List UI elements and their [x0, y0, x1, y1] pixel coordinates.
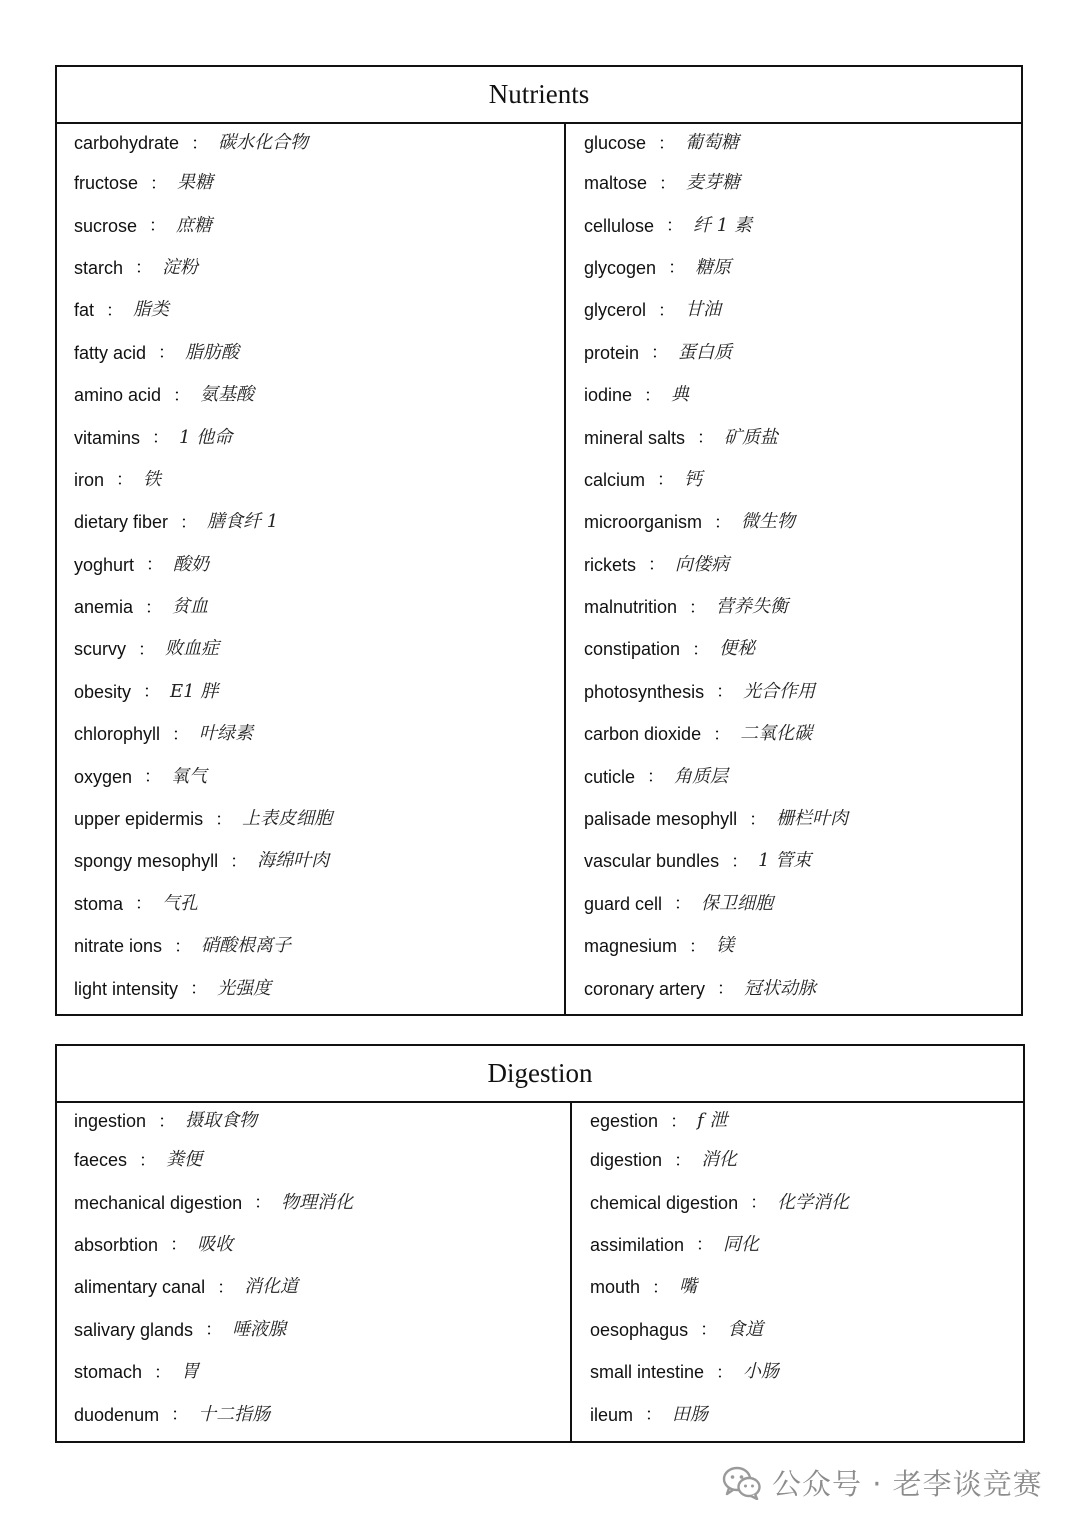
vocab-entry — [74, 1393, 570, 1435]
watermark — [722, 1462, 1043, 1503]
vocab-separator: ： — [152, 428, 170, 448]
vocab-translation: 麦芽糖 — [686, 172, 741, 194]
vocab-separator: ： — [190, 979, 208, 999]
vocab-term: fatty acid — [74, 342, 147, 363]
vocab-term: duodenum — [74, 1404, 160, 1425]
vocab-entry — [584, 713, 1021, 755]
vocab-separator: ： — [254, 1193, 272, 1213]
vocab-entry — [590, 1103, 1023, 1139]
vocab-separator: ： — [749, 809, 767, 829]
watermark-text: 公众号 · 老李谈竞赛 — [772, 1467, 1043, 1501]
vocab-entry — [74, 501, 564, 543]
vocab-term: ileum — [590, 1404, 634, 1425]
vocab-separator: ： — [135, 258, 153, 278]
vocab-entry — [590, 1309, 1023, 1351]
vocab-translation: 粪便 — [166, 1149, 203, 1171]
vocab-term: iodine — [584, 385, 633, 406]
vocab-translation: 同化 — [723, 1233, 760, 1255]
vocab-separator: ： — [750, 1193, 768, 1213]
vocab-separator: ： — [714, 512, 732, 532]
vocab-separator: ： — [731, 851, 749, 871]
vocab-translation: 铁 — [143, 468, 162, 490]
vocab-separator: ： — [652, 1277, 670, 1297]
vocab-translation: E1 胖 — [170, 680, 219, 702]
vocab-entry — [74, 1103, 570, 1139]
vocab-translation: 物理消化 — [281, 1191, 354, 1213]
vocab-translation: 矿质盐 — [724, 426, 779, 448]
digestion-table — [55, 1044, 1025, 1443]
vocab-entry — [74, 124, 564, 162]
vocab-translation: 蛋白质 — [678, 341, 733, 363]
vocab-term: vitamins — [74, 427, 141, 448]
vocab-separator: ： — [674, 894, 692, 914]
vocab-term: upper epidermis — [74, 809, 204, 830]
vocab-entry — [74, 1224, 570, 1266]
vocab-separator: ： — [670, 1111, 688, 1131]
vocab-term: absorbtion — [74, 1234, 159, 1255]
vocab-translation: 冠状动脉 — [744, 977, 817, 999]
vocab-translation: 硝酸根离子 — [201, 935, 292, 957]
vocab-term: microorganism — [584, 512, 703, 533]
vocab-translation: 消化道 — [244, 1276, 299, 1298]
vocab-translation: 唾液腺 — [232, 1318, 287, 1340]
vocab-term: constipation — [584, 639, 681, 660]
vocab-separator: ： — [172, 724, 190, 744]
vocab-translation: 葡萄糖 — [685, 132, 740, 153]
vocab-entry — [584, 459, 1021, 501]
nutrients-title: Nutrients — [57, 67, 1021, 124]
vocab-entry — [584, 925, 1021, 967]
vocab-separator: ： — [149, 216, 167, 236]
vocab-translation: 叶绿素 — [199, 723, 254, 745]
vocab-entry — [584, 840, 1021, 882]
vocab-translation: 糖原 — [695, 256, 732, 278]
vocab-entry — [584, 162, 1021, 204]
vocab-entry — [584, 755, 1021, 797]
vocab-separator: ： — [658, 133, 676, 153]
vocab-separator: ： — [230, 851, 248, 871]
vocab-translation: 营养失衡 — [716, 596, 789, 618]
vocab-term: iron — [74, 469, 105, 490]
vocab-term: coronary artery — [584, 978, 706, 999]
vocab-entry — [74, 671, 564, 713]
vocab-term: stomach — [74, 1362, 143, 1383]
vocab-separator: ： — [658, 300, 676, 320]
vocab-entry — [74, 332, 564, 374]
digestion-right-column — [572, 1103, 1023, 1441]
vocab-translation: 保卫细胞 — [701, 892, 774, 914]
vocab-entry — [584, 247, 1021, 289]
vocab-term: magnesium — [584, 936, 678, 957]
vocab-separator: ： — [697, 428, 715, 448]
vocab-term: palisade mesophyll — [584, 809, 738, 830]
vocab-separator: ： — [689, 597, 707, 617]
vocab-term: mineral salts — [584, 427, 686, 448]
vocab-translation: 嘴 — [679, 1276, 698, 1298]
vocab-entry — [590, 1266, 1023, 1308]
nutrients-left-column — [57, 124, 566, 1014]
vocab-entry — [74, 1309, 570, 1351]
vocab-separator: ： — [146, 555, 164, 575]
vocab-entry — [74, 162, 564, 204]
vocab-translation: 栅栏叶肉 — [776, 808, 849, 830]
nutrients-body — [57, 124, 1021, 1014]
vocab-translation: 1 管束 — [758, 850, 812, 872]
vocab-separator: ： — [205, 1320, 223, 1340]
vocab-entry — [584, 798, 1021, 840]
vocab-term: vascular bundles — [584, 851, 720, 872]
vocab-separator: ： — [144, 767, 162, 787]
vocab-entry — [74, 586, 564, 628]
digestion-title: Digestion — [57, 1046, 1023, 1103]
vocab-separator: ： — [170, 1235, 188, 1255]
vocab-translation: 果糖 — [177, 172, 214, 194]
vocab-separator: ： — [666, 216, 684, 236]
vocab-separator: ： — [138, 639, 156, 659]
vocab-entry — [74, 925, 564, 967]
vocab-term: glycerol — [584, 300, 647, 321]
vocab-term: photosynthesis — [584, 681, 705, 702]
vocab-translation: 食道 — [727, 1318, 764, 1340]
vocab-translation: 败血症 — [165, 638, 220, 660]
vocab-term: fructose — [74, 173, 139, 194]
vocab-entry — [584, 124, 1021, 162]
vocab-translation: 光合作用 — [743, 680, 816, 702]
vocab-term: carbohydrate — [74, 133, 180, 153]
vocab-entry — [584, 416, 1021, 458]
vocab-entry — [74, 1139, 570, 1181]
vocab-translation: 镁 — [716, 935, 735, 957]
vocab-translation: 小肠 — [743, 1361, 780, 1383]
vocab-separator: ： — [716, 1362, 734, 1382]
vocab-entry — [590, 1181, 1023, 1223]
vocab-term: scurvy — [74, 639, 127, 660]
vocab-entry — [74, 247, 564, 289]
vocab-term: assimilation — [590, 1234, 685, 1255]
vocab-separator: ： — [150, 173, 168, 193]
vocab-entry — [584, 544, 1021, 586]
nutrients-table — [55, 65, 1023, 1016]
vocab-term: salivary glands — [74, 1319, 194, 1340]
vocab-term: spongy mesophyll — [74, 851, 219, 872]
nutrients-right-column — [566, 124, 1021, 1014]
vocab-separator: ： — [651, 343, 669, 363]
vocab-translation: 向偻病 — [675, 553, 730, 575]
vocab-translation: 田肠 — [672, 1403, 709, 1425]
vocab-term: mechanical digestion — [74, 1192, 243, 1213]
vocab-entry — [74, 374, 564, 416]
vocab-term: guard cell — [584, 893, 663, 914]
vocab-term: faeces — [74, 1150, 128, 1171]
vocab-entry — [74, 628, 564, 670]
vocab-translation: 淀粉 — [162, 256, 199, 278]
vocab-entry — [74, 883, 564, 925]
vocab-term: cellulose — [584, 215, 655, 236]
vocab-translation: 胃 — [181, 1361, 200, 1383]
vocab-entry — [74, 459, 564, 501]
vocab-translation: 庶糖 — [176, 214, 213, 236]
vocab-term: dietary fiber — [74, 512, 169, 533]
vocab-entry — [74, 840, 564, 882]
vocab-term: calcium — [584, 469, 646, 490]
vocab-term: mouth — [590, 1277, 641, 1298]
vocab-entry — [74, 204, 564, 246]
vocab-translation: 膳食纤 1 — [207, 511, 279, 533]
vocab-entry — [590, 1224, 1023, 1266]
digestion-body — [57, 1103, 1023, 1441]
vocab-translation: 1 他命 — [179, 426, 233, 448]
vocab-entry — [584, 671, 1021, 713]
vocab-translation: 甘油 — [685, 299, 722, 321]
vocab-translation: 氨基酸 — [200, 384, 255, 406]
vocab-separator: ： — [145, 597, 163, 617]
vocab-translation: 氧气 — [171, 765, 208, 787]
vocab-entry — [74, 967, 564, 1009]
vocab-separator: ： — [217, 1277, 235, 1297]
vocab-translation: 化学消化 — [777, 1191, 850, 1213]
wechat-icon — [722, 1466, 762, 1500]
vocab-translation: 气孔 — [162, 892, 199, 914]
vocab-translation: 角质层 — [674, 765, 729, 787]
vocab-translation: 吸收 — [197, 1233, 234, 1255]
vocab-term: obesity — [74, 681, 132, 702]
vocab-translation: 纤 1 素 — [693, 214, 752, 236]
vocab-translation: 酸奶 — [173, 553, 210, 575]
vocab-term: nitrate ions — [74, 936, 163, 957]
vocab-translation: 脂类 — [133, 299, 170, 321]
vocab-translation: 碳水化合物 — [218, 132, 309, 153]
vocab-translation: 上表皮细胞 — [242, 808, 333, 830]
vocab-term: sucrose — [74, 215, 138, 236]
vocab-term: glucose — [584, 133, 647, 153]
vocab-separator: ： — [647, 767, 665, 787]
vocab-term: oxygen — [74, 766, 133, 787]
vocab-separator: ： — [116, 470, 134, 490]
vocab-separator: ： — [143, 682, 161, 702]
vocab-term: ingestion — [74, 1111, 147, 1131]
vocab-separator: ： — [689, 936, 707, 956]
vocab-entry — [590, 1393, 1023, 1435]
vocab-entry — [74, 1351, 570, 1393]
vocab-translation: 典 — [671, 384, 690, 406]
vocab-term: cuticle — [584, 766, 636, 787]
vocab-entry — [584, 967, 1021, 1009]
vocab-entry — [584, 501, 1021, 543]
vocab-term: yoghurt — [74, 554, 135, 575]
vocab-separator: ： — [215, 809, 233, 829]
vocab-entry — [584, 628, 1021, 670]
vocab-separator: ： — [659, 173, 677, 193]
digestion-left-column — [57, 1103, 572, 1441]
vocab-translation: 脂肪酸 — [185, 341, 240, 363]
vocab-translation: f 泄 — [697, 1110, 728, 1131]
vocab-separator: ： — [171, 1405, 189, 1425]
vocab-separator: ： — [668, 258, 686, 278]
vocab-entry — [590, 1351, 1023, 1393]
vocab-entry — [584, 204, 1021, 246]
vocab-term: chlorophyll — [74, 724, 161, 745]
vocab-separator: ： — [645, 1405, 663, 1425]
vocab-term: glycogen — [584, 257, 657, 278]
vocab-entry — [74, 713, 564, 755]
vocab-translation: 消化 — [701, 1149, 738, 1171]
vocab-separator: ： — [696, 1235, 714, 1255]
vocab-entry — [584, 883, 1021, 925]
vocab-translation: 便秘 — [719, 638, 756, 660]
vocab-translation: 贫血 — [172, 596, 209, 618]
vocab-term: small intestine — [590, 1362, 705, 1383]
vocab-term: stoma — [74, 893, 124, 914]
vocab-term: rickets — [584, 554, 637, 575]
vocab-translation: 二氧化碳 — [740, 723, 813, 745]
vocab-separator: ： — [713, 724, 731, 744]
vocab-separator: ： — [174, 936, 192, 956]
vocab-separator: ： — [717, 979, 735, 999]
vocab-separator: ： — [158, 343, 176, 363]
vocab-separator: ： — [106, 300, 124, 320]
vocab-translation: 海绵叶肉 — [257, 850, 330, 872]
vocab-term: starch — [74, 257, 124, 278]
vocab-entry — [584, 289, 1021, 331]
vocab-translation: 光强度 — [217, 977, 272, 999]
vocab-term: chemical digestion — [590, 1192, 739, 1213]
vocab-entry — [584, 332, 1021, 374]
vocab-separator: ： — [135, 894, 153, 914]
vocab-entry — [590, 1139, 1023, 1181]
vocab-separator: ： — [154, 1362, 172, 1382]
vocab-translation: 钙 — [684, 468, 703, 490]
vocab-entry — [74, 544, 564, 586]
vocab-separator: ： — [158, 1111, 176, 1131]
vocab-term: light intensity — [74, 978, 179, 999]
vocab-separator: ： — [657, 470, 675, 490]
vocab-entry — [584, 374, 1021, 416]
vocab-term: digestion — [590, 1150, 663, 1171]
vocab-separator: ： — [644, 385, 662, 405]
vocab-separator: ： — [700, 1320, 718, 1340]
vocab-translation: 十二指肠 — [198, 1403, 271, 1425]
vocab-separator: ： — [674, 1150, 692, 1170]
vocab-term: egestion — [590, 1111, 659, 1131]
vocab-entry — [74, 289, 564, 331]
vocab-separator: ： — [692, 639, 710, 659]
vocab-term: anemia — [74, 597, 134, 618]
vocab-entry — [74, 798, 564, 840]
vocab-term: alimentary canal — [74, 1277, 206, 1298]
vocab-separator: ： — [139, 1150, 157, 1170]
vocab-separator: ： — [180, 512, 198, 532]
vocab-term: fat — [74, 300, 95, 321]
vocab-translation: 微生物 — [741, 511, 796, 533]
vocab-term: malnutrition — [584, 597, 678, 618]
vocab-term: oesophagus — [590, 1319, 689, 1340]
vocab-entry — [584, 586, 1021, 628]
vocab-entry — [74, 1181, 570, 1223]
vocab-separator: ： — [648, 555, 666, 575]
vocab-term: maltose — [584, 173, 648, 194]
vocab-translation: 摄取食物 — [185, 1110, 258, 1131]
vocab-term: amino acid — [74, 385, 162, 406]
vocab-entry — [74, 755, 564, 797]
vocab-separator: ： — [191, 133, 209, 153]
vocab-term: carbon dioxide — [584, 724, 702, 745]
vocab-separator: ： — [716, 682, 734, 702]
vocab-entry — [74, 416, 564, 458]
vocab-separator: ： — [173, 385, 191, 405]
vocab-term: protein — [584, 342, 640, 363]
vocab-entry — [74, 1266, 570, 1308]
